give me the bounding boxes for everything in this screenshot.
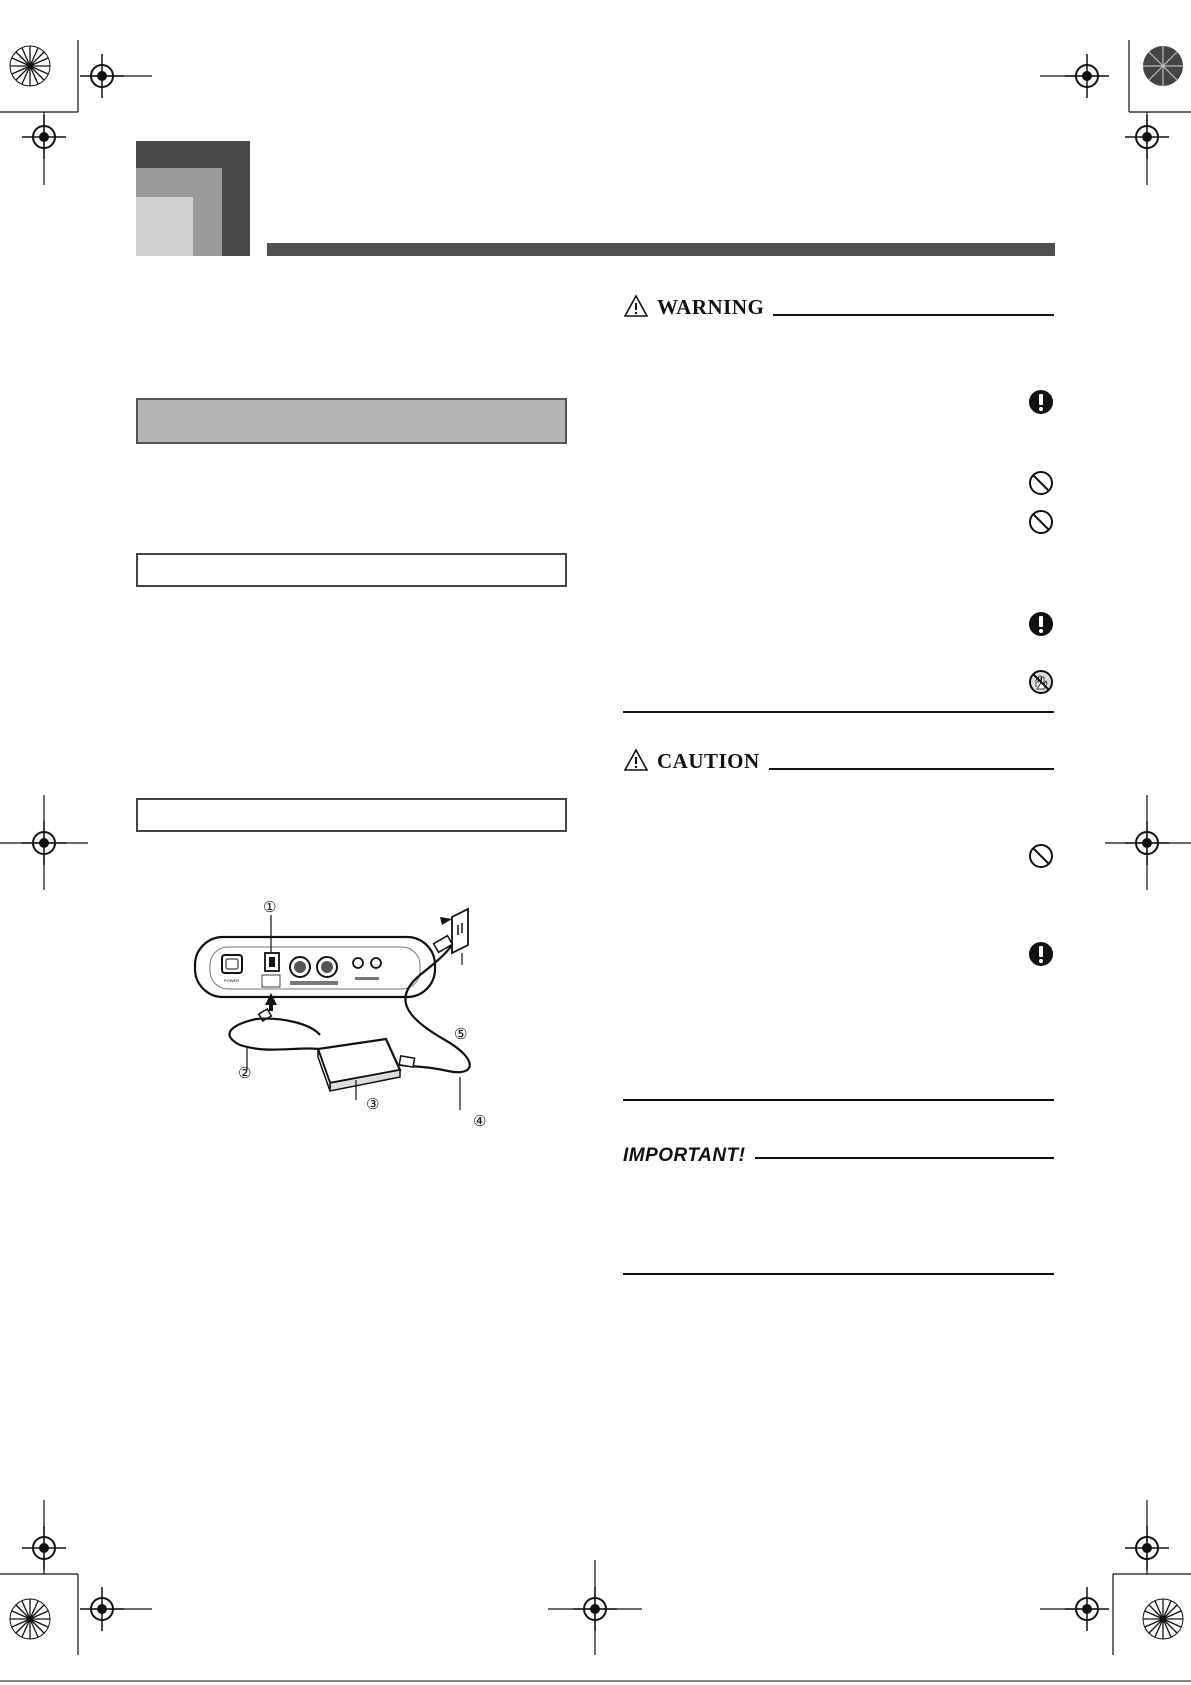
important-end-rule [623,1273,1054,1275]
mandatory-action-icon [1028,389,1054,415]
caution-heading [623,748,760,772]
subsection-heading-box-1 [136,553,567,587]
warning-triangle-icon [623,294,649,318]
mandatory-action-icon [1028,941,1054,967]
ac-adaptor-illustration [190,895,530,1135]
warning-end-rule [623,711,1054,713]
caution-end-rule [623,1099,1054,1101]
phones-jack-icon [353,958,363,968]
subsection-heading-box-2 [136,798,567,832]
caution-triangle-icon [623,748,649,772]
ac-adaptor-icon [318,1039,400,1091]
svg-text:POWER: POWER [224,978,240,983]
warning-title: WARNING [657,295,765,319]
phones-jack-icon [371,958,381,968]
warning-heading [623,294,764,318]
caution-rule [769,768,1054,770]
wall-outlet-icon [452,909,468,953]
warning-rule [773,314,1054,316]
important-heading [623,1141,746,1165]
arrow-right-icon [440,917,452,925]
callout-2: ② [238,1064,252,1082]
callout-1: ① [263,898,277,916]
caution-title: CAUTION [657,749,760,773]
no-wet-hands-icon [1028,669,1054,695]
callout-5: ⑤ [454,1025,468,1043]
prohibited-icon [1028,470,1054,496]
power-button-icon [222,955,242,973]
important-title: IMPORTANT! [623,1145,746,1166]
prohibited-icon [1028,509,1054,535]
section-heading-box [136,398,567,444]
callout-3: ③ [366,1095,380,1113]
chapter-title-bar [267,243,1055,256]
prohibited-icon [1028,843,1054,869]
important-rule [755,1157,1054,1159]
chapter-tab-light [136,197,193,256]
mandatory-action-icon [1028,611,1054,637]
callout-4: ④ [473,1112,487,1130]
